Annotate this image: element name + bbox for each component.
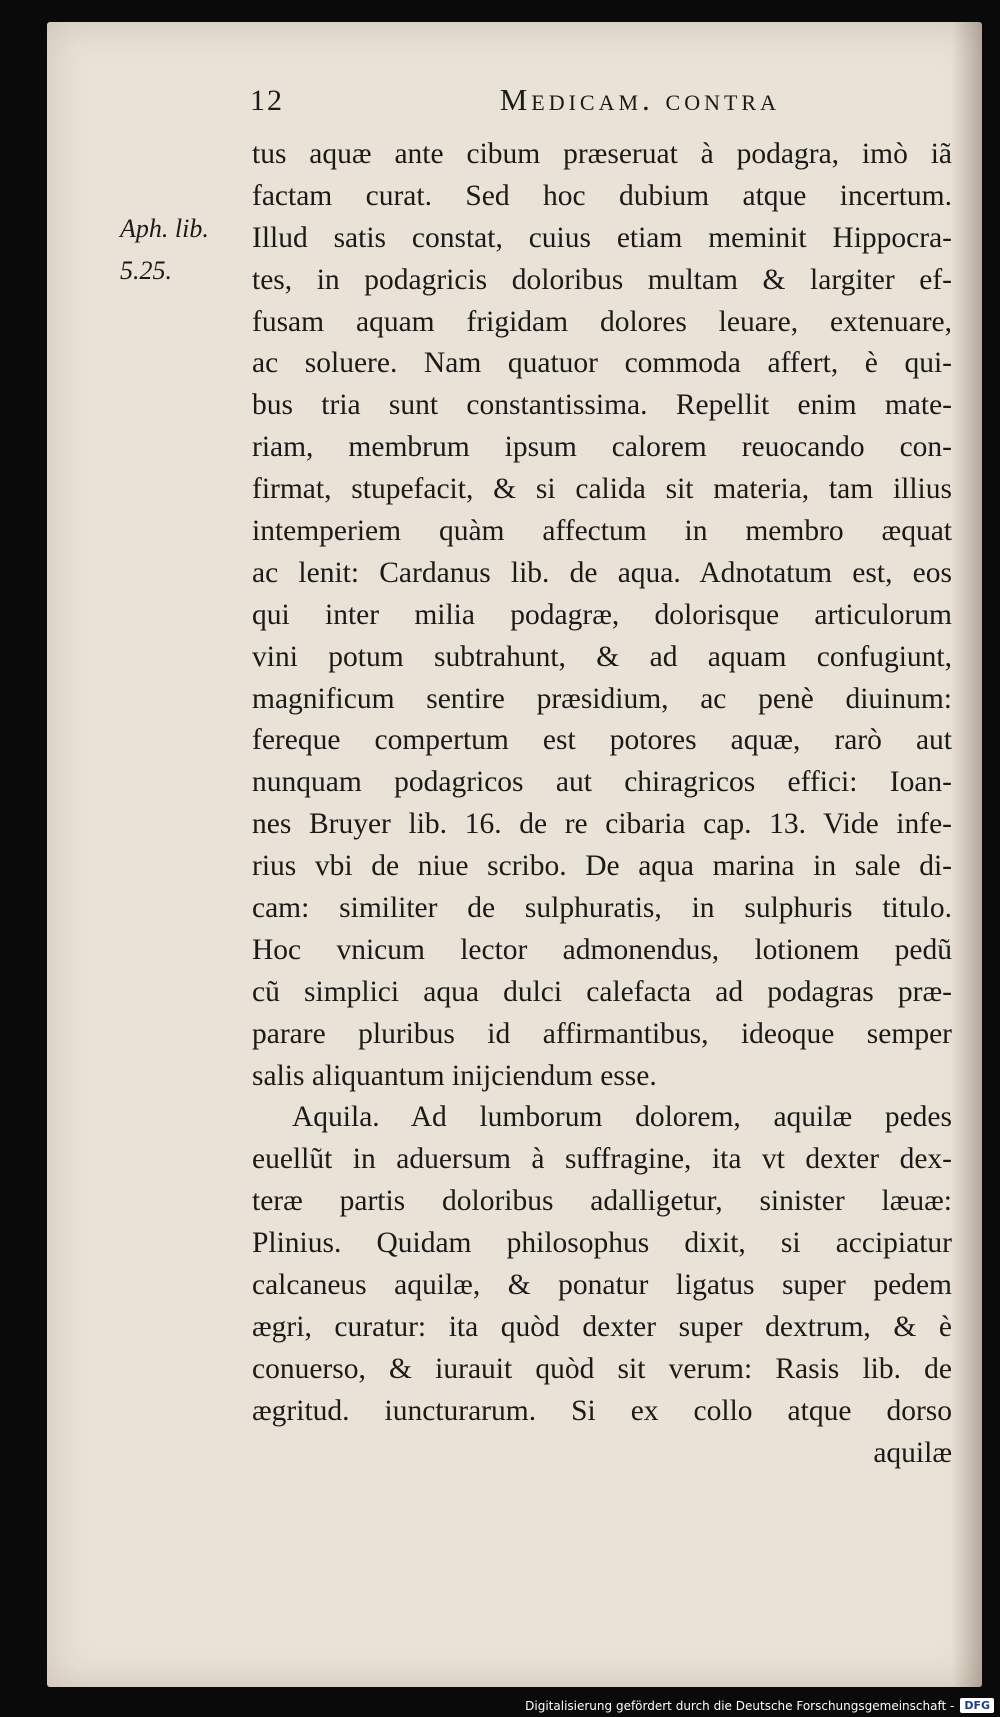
text-line: nes Bruyer lib. 16. de re cibaria cap. 13. Vide infe- bbox=[252, 808, 952, 841]
text-line: ac soluere. Nam quatuor commoda affert, è qui- bbox=[252, 347, 952, 380]
text-line: ægritud. iuncturarum. Si ex collo atque dorso bbox=[252, 1394, 952, 1427]
text-line: tes, in podagricis doloribus multam & largiter ef- bbox=[252, 263, 952, 296]
text-line: bus tria sunt constantissima. Repellit enim mate- bbox=[252, 389, 952, 422]
text-line: Hoc vnicum lector admonendus, lotionem pedũ bbox=[252, 933, 952, 966]
text-line: Aquila. Ad lumborum dolorem, aquilæ pedes bbox=[292, 1101, 952, 1134]
page-number: 12 bbox=[250, 84, 284, 117]
running-title: Medicam. contra bbox=[499, 82, 780, 117]
text-line: cam: similiter de sulphuratis, in sulphuris titulo. bbox=[252, 892, 952, 925]
text-line: parare pluribus id affirmantibus, ideoque semper bbox=[252, 1017, 952, 1050]
catchword: aquilæ bbox=[873, 1436, 952, 1469]
text-line: salis aliquantum inijciendum esse. bbox=[252, 1059, 657, 1092]
page-header bbox=[250, 82, 780, 126]
text-line: ægri, curatur: ita quòd dexter super dextrum, & è bbox=[252, 1310, 952, 1343]
text-line: fusam aquam frigidam dolores leuare, extenuare, bbox=[252, 305, 952, 338]
text-line: teræ partis doloribus adalligetur, sinister læuæ: bbox=[252, 1185, 952, 1218]
footer-text: Digitalisierung gefördert durch die Deutsche Forschungsgemeinschaft - bbox=[525, 1698, 955, 1713]
footer-credit bbox=[525, 1698, 994, 1713]
body-text bbox=[252, 134, 952, 1475]
text-line: Illud satis constat, cuius etiam meminit Hippocra- bbox=[252, 221, 952, 254]
margin-note bbox=[120, 208, 240, 292]
text-line: tus aquæ ante cibum præseruat à podagra, imò iã bbox=[252, 138, 952, 170]
dfg-logo-icon: DFG bbox=[960, 1698, 994, 1713]
text-line: magnificum sentire præsidium, ac penè diuinum: bbox=[252, 682, 952, 715]
text-line: intemperiem quàm affectum in membro æquat bbox=[252, 515, 952, 548]
text-line: rius vbi de niue scribo. De aqua marina in sale di- bbox=[252, 850, 952, 883]
text-line: factam curat. Sed hoc dubium atque incertum. bbox=[252, 179, 952, 212]
text-line: conuerso, & iurauit quòd sit verum: Rasis lib. de bbox=[252, 1352, 952, 1385]
margin-note-line-2: 5.25. bbox=[120, 256, 172, 285]
text-line: vini potum subtrahunt, & ad aquam confugiunt, bbox=[252, 640, 952, 673]
text-line: fereque compertum est potores aquæ, rarò aut bbox=[252, 724, 952, 757]
text-line: cũ simplici aqua dulci calefacta ad podagras præ- bbox=[252, 975, 952, 1008]
text-line: Plinius. Quidam philosophus dixit, si accipiatur bbox=[252, 1227, 952, 1260]
text-line: ac lenit: Cardanus lib. de aqua. Adnotatum est, eos bbox=[252, 556, 952, 589]
text-line: firmat, stupefacit, & si calida sit materia, tam illius bbox=[252, 473, 952, 506]
text-line: nunquam podagricos aut chiragricos effici: Ioan- bbox=[252, 766, 952, 799]
text-line: euellũt in aduersum à suffragine, ita vt dexter dex- bbox=[252, 1143, 952, 1176]
text-line: qui inter milia podagræ, dolorisque articulorum bbox=[252, 598, 952, 631]
book-page bbox=[47, 22, 982, 1687]
text-line: calcaneus aquilæ, & ponatur ligatus super pedem bbox=[252, 1269, 952, 1302]
text-line: riam, membrum ipsum calorem reuocando con- bbox=[252, 431, 952, 464]
margin-note-line-1: Aph. lib. bbox=[120, 214, 209, 243]
gutter-shadow bbox=[952, 22, 982, 1687]
